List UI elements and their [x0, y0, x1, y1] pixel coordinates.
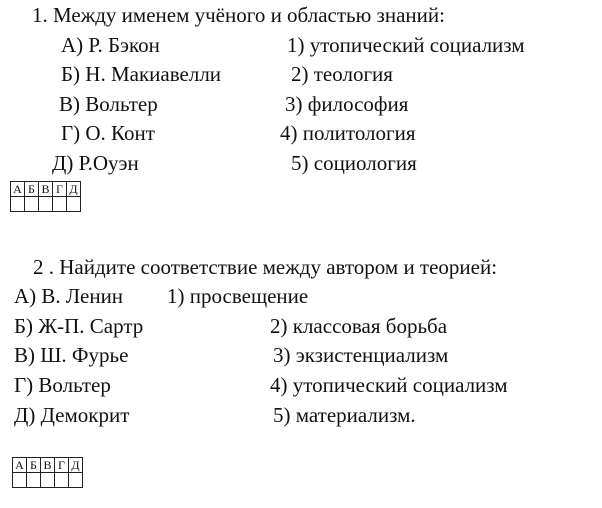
grid-answer-cell[interactable]: [69, 473, 83, 488]
grid-header-a: А: [11, 182, 25, 197]
grid-header-a: А: [13, 458, 27, 473]
grid-answer-cell[interactable]: [67, 197, 81, 212]
task2-right-1: 1) просвещение: [167, 284, 309, 308]
grid-answer-cell[interactable]: [13, 473, 27, 488]
task2-right-5: 5) материализм.: [273, 403, 416, 427]
grid-answer-cell[interactable]: [39, 197, 53, 212]
task2-left-c: В) Ш. Фурье: [14, 343, 129, 367]
task1-title: 1. Между именем учёного и областью знаний:: [32, 3, 445, 27]
task1-left-b: Б) Н. Макиавелли: [61, 62, 222, 86]
task1-left-c: В) Вольтер: [59, 92, 158, 116]
grid-header-e: Д: [67, 182, 81, 197]
grid-answer-cell[interactable]: [55, 473, 69, 488]
grid-header-d: Г: [55, 458, 69, 473]
task2-answer-grid: [12, 457, 83, 488]
task1-left-d: Г) О. Конт: [61, 121, 155, 145]
task2-title: 2 . Найдите соответствие между автором и теорией:: [33, 255, 498, 279]
task2-left-a: А) В. Ленин: [14, 284, 124, 308]
task2-left-e: Д) Демокрит: [14, 403, 130, 427]
task2-right-4: 4) утопический социализм: [270, 373, 508, 397]
task2-right-3: 3) экзистенциализм: [273, 343, 449, 367]
task1-right-3: 3) философия: [285, 92, 409, 116]
grid-header-c: В: [39, 182, 53, 197]
task2-left-b: Б) Ж-П. Сартр: [14, 314, 144, 338]
grid-answer-cell[interactable]: [27, 473, 41, 488]
task1-answer-grid: [10, 181, 81, 212]
task1-left-e: Д) Р.Оуэн: [52, 151, 139, 175]
task1-right-5: 5) социология: [291, 151, 417, 175]
task1-right-4: 4) политология: [280, 121, 416, 145]
grid-answer-cell[interactable]: [25, 197, 39, 212]
grid-header-e: Д: [69, 458, 83, 473]
grid-answer-cell[interactable]: [53, 197, 67, 212]
grid-header-b: Б: [27, 458, 41, 473]
task1-left-a: А) Р. Бэкон: [61, 33, 160, 57]
grid-header-c: В: [41, 458, 55, 473]
task1-right-2: 2) теология: [291, 62, 393, 86]
task2-right-2: 2) классовая борьба: [270, 314, 448, 338]
grid-answer-cell[interactable]: [11, 197, 25, 212]
task1-right-1: 1) утопический социализм: [287, 33, 525, 57]
grid-answer-cell[interactable]: [41, 473, 55, 488]
grid-header-b: Б: [25, 182, 39, 197]
task2-left-d: Г) Вольтер: [14, 373, 111, 397]
grid-header-d: Г: [53, 182, 67, 197]
